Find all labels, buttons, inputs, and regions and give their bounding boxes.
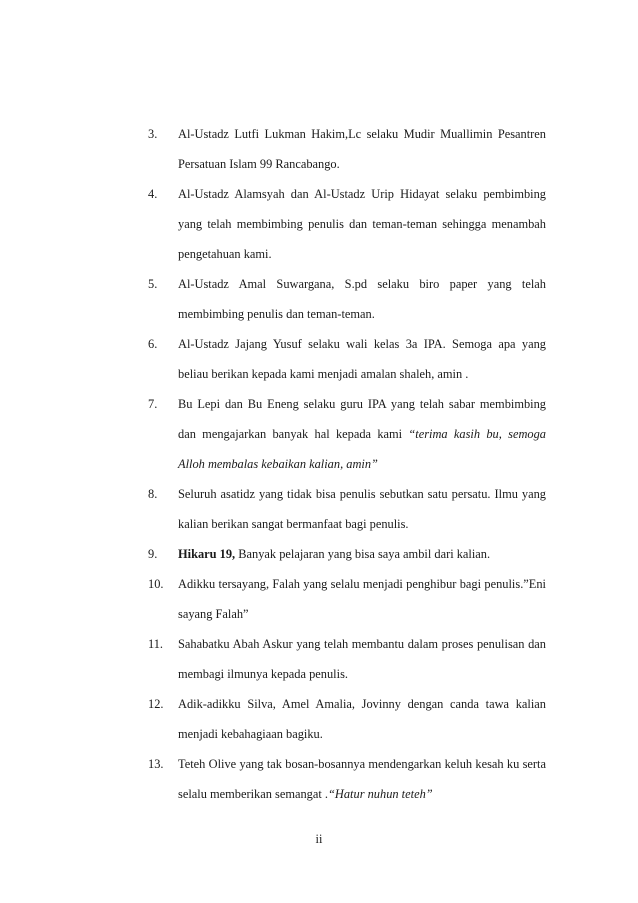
- list-item-text: Banyak pelajaran yang bisa saya ambil dari kalian.: [235, 547, 491, 561]
- list-item-number: 3.: [148, 127, 158, 141]
- list-item: [148, 629, 546, 689]
- list-item: [148, 749, 546, 809]
- list-item-number: 6.: [148, 337, 158, 351]
- list-item-text: Al-Ustadz Amal Suwargana, S.pd selaku biro paper yang telah membimbing penulis dan teman-teman.: [178, 277, 546, 321]
- list-item-text-group: [178, 539, 546, 569]
- list-item-number: 12.: [148, 697, 164, 711]
- list-item-text: Al-Ustadz Lutfi Lukman Hakim,Lc selaku Mudir Muallimin Pesantren Persatuan Islam 99 Rancabango.: [178, 127, 546, 171]
- list-item-text: Sahabatku Abah Askur yang telah membantu dalam proses penulisan dan membagi ilmunya kepada penulis.: [178, 637, 546, 681]
- list-item-number: 11.: [148, 637, 164, 651]
- list-item-number: 9.: [148, 547, 158, 561]
- list-item-text: Seluruh asatidz yang tidak bisa penulis sebutkan satu persatu. Ilmu yang kalian berikan sangat bermanfaat bagi penulis.: [178, 487, 546, 531]
- list-item: [148, 179, 546, 269]
- list-item-italic-quote: “Hatur nuhun teteh”: [328, 787, 433, 801]
- list-item-text: Teteh Olive yang tak bosan-bosannya mendengarkan keluh kesah ku serta selalu memberikan semangat .: [178, 757, 546, 801]
- list-item-number: 10.: [148, 577, 164, 591]
- list-item: [148, 689, 546, 749]
- list-item-number: 7.: [148, 397, 158, 411]
- list-item-number: 13.: [148, 757, 164, 771]
- list-item-text-group: [178, 749, 546, 809]
- list-item-bold-name: Hikaru 19,: [178, 547, 236, 561]
- acknowledgement-list: [148, 119, 546, 809]
- list-item: [148, 329, 546, 389]
- list-item-number: 8.: [148, 487, 158, 501]
- list-item-text: Adikku tersayang, Falah yang selalu menjadi penghibur bagi penulis.”Eni sayang Falah”: [178, 577, 546, 621]
- list-item-text: Al-Ustadz Jajang Yusuf selaku wali kelas 3a IPA. Semoga apa yang beliau berikan kepada kami menjadi amalan shaleh, amin .: [178, 337, 546, 381]
- list-item: [148, 539, 546, 569]
- list-item: [148, 569, 546, 629]
- list-item-text: Bu Lepi dan Bu Eneng selaku guru IPA yang telah sabar membimbing dan mengajarkan banyak hal kepada kami: [178, 397, 546, 441]
- list-item-italic-quote: “terima kasih bu, semoga Alloh membalas kebaikan kalian, amin”: [178, 427, 546, 471]
- list-item: [148, 479, 546, 539]
- list-item-text: Adik-adikku Silva, Amel Amalia, Jovinny dengan canda tawa kalian menjadi kebahagiaan bagiku.: [178, 697, 546, 741]
- list-item-number: 4.: [148, 187, 158, 201]
- list-item-text: Al-Ustadz Alamsyah dan Al-Ustadz Urip Hidayat selaku pembimbing yang telah membimbing penulis dan teman-teman sehingga menambah pengetahuan kami.: [178, 187, 546, 261]
- list-item: [148, 389, 546, 479]
- list-item-text-group: [178, 389, 546, 479]
- list-item: [148, 269, 546, 329]
- list-item: [148, 119, 546, 179]
- list-item-number: 5.: [148, 277, 158, 291]
- page-number: ii: [315, 832, 323, 846]
